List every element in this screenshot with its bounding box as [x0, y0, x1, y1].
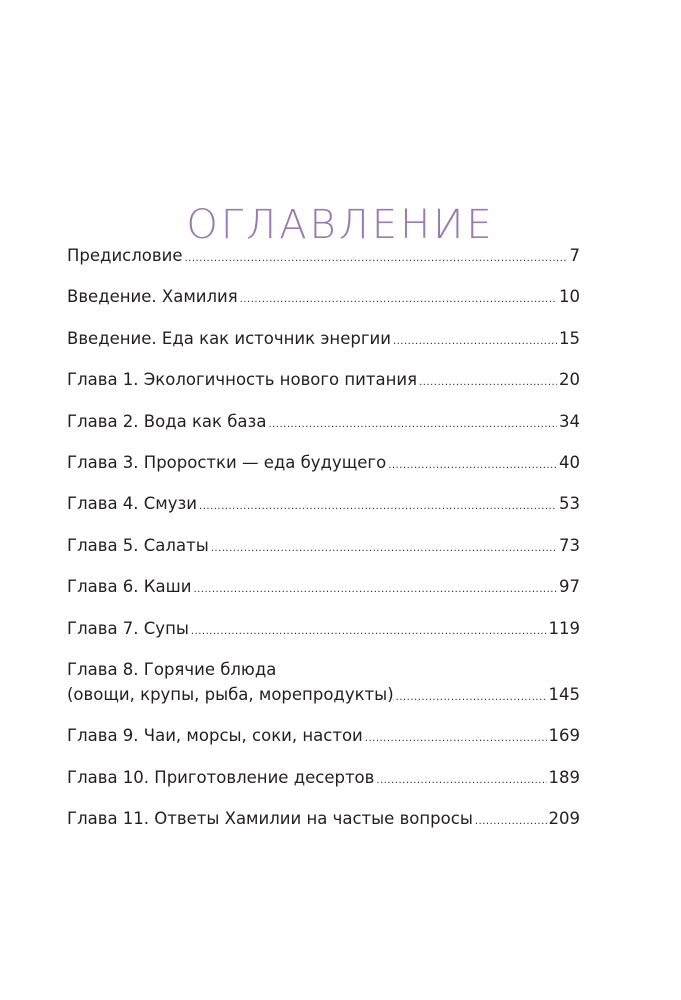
toc-line-final — [67, 723, 580, 748]
toc-entry[interactable] — [67, 657, 580, 707]
dot-leader — [365, 734, 547, 744]
toc-line-final — [67, 574, 580, 599]
dot-leader — [193, 585, 557, 595]
toc-entry-title: Введение. Хамилия — [67, 287, 238, 307]
toc-line-final — [67, 326, 580, 351]
toc-page-number: 73 — [559, 535, 580, 555]
dot-leader — [376, 776, 546, 786]
toc-page-number: 40 — [559, 452, 580, 472]
dot-leader — [211, 544, 557, 554]
toc-line-final — [67, 450, 580, 475]
toc-entry[interactable] — [67, 806, 580, 831]
toc-entry[interactable] — [67, 243, 580, 268]
toc-entry-title: Глава 6. Каши — [67, 577, 192, 597]
toc-entry[interactable] — [67, 616, 580, 641]
toc-entry[interactable] — [67, 533, 580, 558]
toc-page-number: 145 — [548, 684, 580, 704]
dot-leader — [388, 461, 557, 471]
toc-page-number: 53 — [559, 494, 580, 514]
toc-page-number: 209 — [548, 809, 580, 829]
dot-leader — [184, 254, 567, 264]
toc-line-final — [67, 409, 580, 434]
page-title: ОГЛАВЛЕНИЕ — [186, 201, 495, 248]
toc-entry[interactable] — [67, 326, 580, 351]
dot-leader — [396, 693, 547, 703]
toc-page-number: 7 — [569, 246, 580, 265]
toc-entry-title: Глава 7. Супы — [67, 618, 189, 638]
toc-entry-title: Глава 4. Смузи — [67, 494, 198, 514]
toc-entry-title: Введение. Еда как источник энергии — [67, 328, 391, 348]
dot-leader — [419, 378, 557, 388]
toc-page-number: 20 — [559, 370, 580, 390]
toc-entry-title: Глава 2. Вода как база — [67, 411, 267, 431]
toc-page-number: 97 — [559, 577, 580, 597]
toc-entry-title: Глава 11. Ответы Хамилии на частые вопросы — [67, 809, 473, 829]
toc-entry[interactable] — [67, 574, 580, 599]
toc-line-final — [67, 243, 580, 268]
table-of-contents — [67, 243, 580, 847]
toc-line-final — [67, 491, 580, 516]
toc-line — [67, 657, 580, 682]
toc-entry-title: (овощи, крупы, рыба, морепродукты) — [67, 684, 394, 704]
toc-entry[interactable] — [67, 409, 580, 434]
toc-entry-title: Предисловие — [67, 246, 183, 265]
toc-entry-title: Глава 8. Горячие блюда — [67, 659, 277, 679]
toc-line-final — [67, 806, 580, 831]
toc-line-final — [67, 367, 580, 392]
dot-leader — [393, 337, 557, 347]
toc-page-number: 34 — [559, 411, 580, 431]
dot-leader — [240, 295, 557, 305]
toc-page-number: 189 — [548, 767, 580, 787]
toc-page-number: 119 — [548, 618, 580, 638]
toc-line-final — [67, 616, 580, 641]
toc-entry[interactable] — [67, 450, 580, 475]
toc-entry-title: Глава 3. Проростки — еда будущего — [67, 452, 387, 472]
toc-page-number: 169 — [548, 726, 580, 746]
toc-line-final — [67, 284, 580, 309]
toc-entry[interactable] — [67, 367, 580, 392]
toc-page-number: 10 — [559, 287, 580, 307]
toc-entry-title: Глава 9. Чаи, морсы, соки, настои — [67, 726, 363, 746]
toc-entry[interactable] — [67, 491, 580, 516]
dot-leader — [199, 502, 557, 512]
toc-entry[interactable] — [67, 284, 580, 309]
toc-entry[interactable] — [67, 765, 580, 790]
toc-entry-title: Глава 5. Салаты — [67, 535, 209, 555]
toc-page-number: 15 — [559, 328, 580, 348]
toc-line-final — [67, 682, 580, 707]
toc-line-final — [67, 765, 580, 790]
toc-entry-title: Глава 10. Приготовление десертов — [67, 767, 375, 787]
dot-leader — [191, 627, 547, 637]
dot-leader — [475, 817, 547, 827]
toc-entry-title: Глава 1. Экологичность нового питания — [67, 370, 418, 390]
toc-entry[interactable] — [67, 723, 580, 748]
dot-leader — [268, 420, 557, 430]
toc-line-final — [67, 533, 580, 558]
